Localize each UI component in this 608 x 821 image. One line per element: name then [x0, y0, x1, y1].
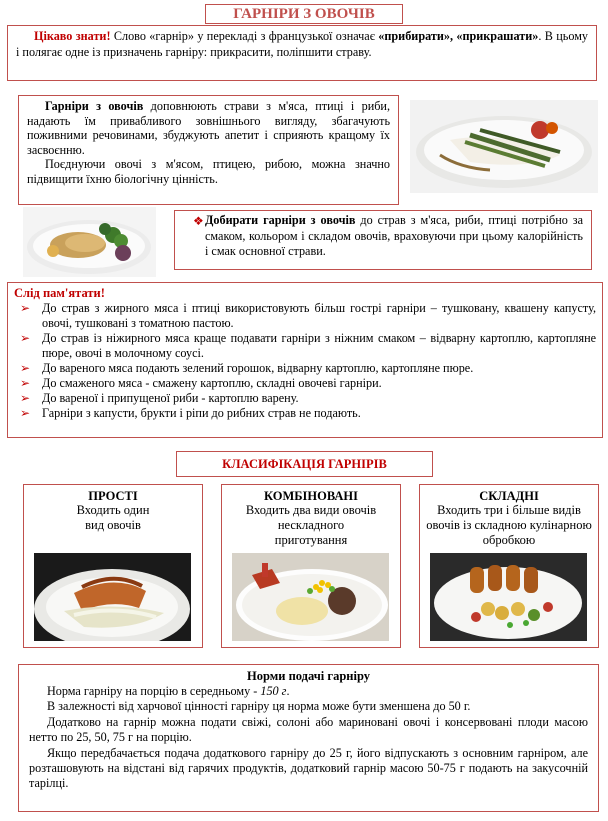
arrow-icon: ➢ — [20, 376, 31, 390]
list-item — [14, 301, 596, 331]
arrow-icon: ➢ — [20, 331, 31, 345]
list-item — [14, 331, 596, 361]
norms-line-2: В залежності від харчової цінності гарніру ця норма може бути зменшена до 50 г. — [47, 699, 471, 714]
remember-item-text: До страв із ніжирного мяса краще подавати гарніри з ніжним смаком – відварну картоплю, картопляне пюре, овочі в молочному соусі. — [42, 331, 596, 360]
remember-item-text: До вареного мяса подають зелений горошок, відварну картоплю, картопляне пюре. — [42, 361, 474, 375]
arrow-icon: ➢ — [20, 301, 31, 315]
classification-title: КЛАСИФІКАЦІЯ ГАРНІРІВ — [176, 451, 433, 477]
intro-lead: Цікаво знати! — [34, 29, 111, 43]
page-title: ГАРНІРИ З ОВОЧІВ — [205, 4, 403, 24]
list-item — [14, 406, 596, 421]
combined-garnish-photo — [232, 553, 389, 641]
remember-item-text: До страв з жирного мяса і птиці використовують більш гострі гарніри – тушковану, квашену капусту, овочі, тушковані з томатною пастою. — [42, 301, 596, 330]
list-item — [14, 376, 596, 391]
chicken-dish-photo — [23, 207, 156, 277]
complex-garnish-photo — [430, 553, 587, 641]
arrow-icon: ➢ — [20, 361, 31, 375]
list-item — [14, 361, 596, 376]
select-garnish-text — [203, 213, 583, 260]
intro-text — [16, 29, 588, 60]
card-name: КОМБІНОВАНІ — [263, 489, 358, 503]
norms-heading: Норми подачі гарніру — [247, 669, 370, 683]
norms-box — [18, 664, 599, 812]
select-bullet-icon: ❖ — [193, 214, 204, 228]
arrow-icon: ➢ — [20, 391, 31, 405]
norms-line-3: Додатково на гарнір можна подати свіжі, солоні або мариновані овочі і консервовані плоди масою нетто по 25, 50, 75 г на порцію. — [29, 714, 588, 745]
arrow-icon: ➢ — [20, 406, 31, 420]
card-desc: Входить два види овочів нескладного приготування — [245, 503, 377, 547]
remember-heading: Слід пам'ятати! — [14, 286, 105, 300]
remember-item-text: Гарніри з капусти, брукти і ріпи до рибних страв не подають. — [42, 406, 361, 420]
list-item — [14, 391, 596, 406]
garnish-info-p1 — [27, 99, 390, 157]
card-complex — [419, 484, 599, 648]
intro-bold: «прибирати», «прикрашати» — [378, 29, 539, 43]
intro-text-1: Слово «гарнір» у перекладі з французької означає — [110, 29, 379, 43]
card-name: ПРОСТІ — [88, 489, 138, 503]
norms-line-1-end: . — [286, 684, 290, 698]
norms-value: 150 г — [260, 684, 287, 698]
card-desc: Входить один вид овочів — [76, 503, 150, 532]
remember-item-text: До смаженого мяса - смажену картоплю, складні овочеві гарніри. — [42, 376, 382, 390]
intro-box — [7, 25, 597, 81]
remember-box — [7, 282, 603, 438]
select-bold: Добирати гарніри з овочів — [205, 213, 356, 227]
norms-line-4: Якщо передбачається подача додаткового гарніру до 25 г, його відпускають з основним гарніром, але розташовують на відстані від гарячих продуктів, додатковий гарнір масою 50-75 г подають на закусочній тарілці. — [29, 745, 588, 791]
select-garnish-box — [174, 210, 592, 270]
garnish-info-rest: доповнюють страви з м'яса, птиці і риби, надають їм привабливого зовнішнього вигляду, збагачують поживними речовинами, збуджують апетит і сприяють кращому їх засвоєнню. — [27, 99, 390, 157]
garnish-info-box — [18, 95, 399, 205]
garnish-info-p2: Поєднуючи овочі з м'ясом, птицею, рибою, можна значно підвищити їхню біологічну цінність. — [27, 157, 390, 186]
card-name: СКЛАДНІ — [479, 489, 539, 503]
fish-dish-photo — [410, 100, 598, 193]
simple-garnish-photo — [34, 553, 191, 641]
select-rest: до страв з м'яса, риби, птиці потрібно за смаком, кольором і складом овочів, враховуючи при цьому калорійність і смак основної страви. — [205, 213, 583, 258]
garnish-info-bold: Гарніри з овочів — [45, 99, 144, 113]
card-desc: Входить три і більше видів овочів із складною кулінарною обробкою — [426, 503, 592, 547]
remember-item-text: До вареної і припущеної риби - картоплю варену. — [42, 391, 299, 405]
norms-line-1 — [29, 684, 588, 699]
card-simple — [23, 484, 203, 648]
card-combined — [221, 484, 401, 648]
norms-line-1-text: Норма гарніру на порцію в середньому - — [47, 684, 261, 698]
remember-list — [14, 301, 596, 421]
intro-text-2: . В цьому і полягає одне із призначень гарніру: прикрасити, поліпшити страву. — [16, 29, 588, 59]
